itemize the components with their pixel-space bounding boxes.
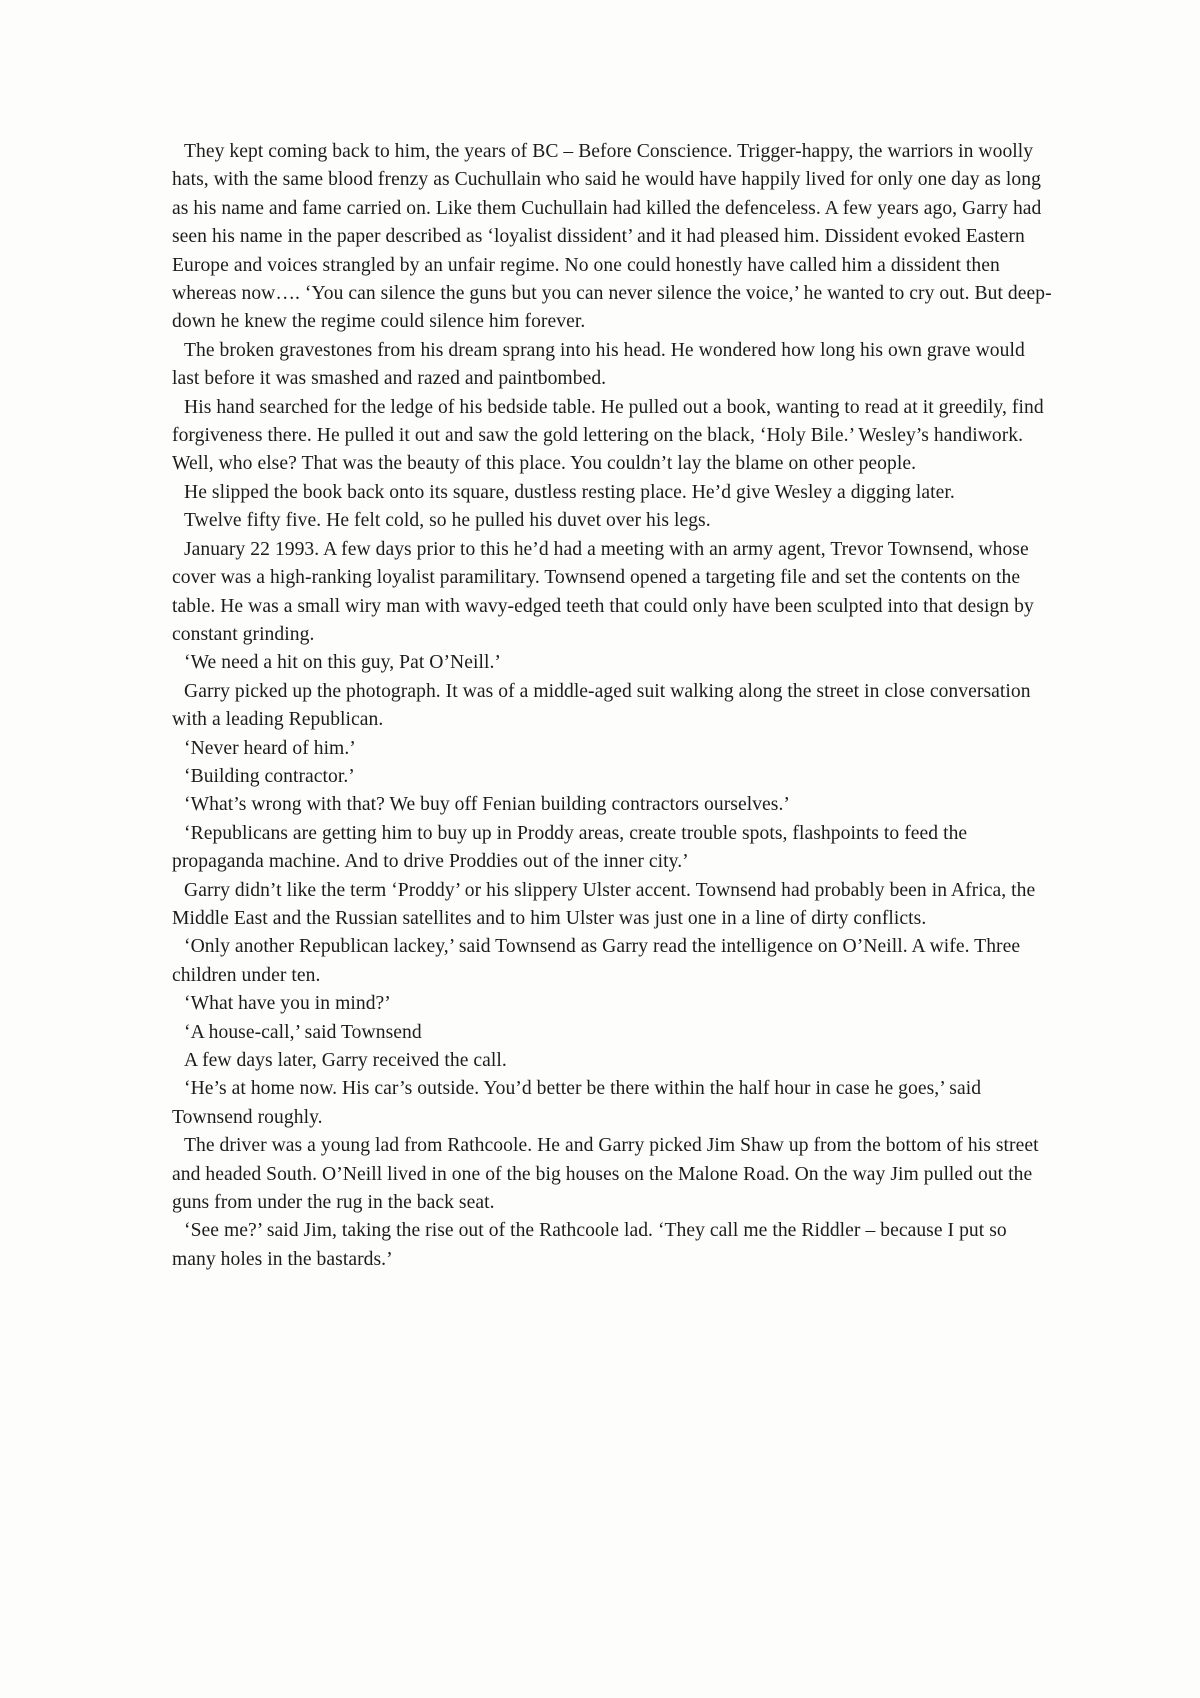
body-text [172, 138, 1052, 1274]
paragraph-17: A few days later, Garry received the call. [184, 1050, 507, 1071]
paragraph-5: Twelve fifty five. He felt cold, so he pulled his duvet over his legs. [184, 510, 711, 532]
paragraph-8: Garry picked up the photograph. It was of a middle-aged suit walking along the street in close conversation with a leading Republican. [172, 680, 1031, 731]
paragraph-2: The broken gravestones from his dream sprang into his head. He wondered how long his own grave would last before it was smashed and razed and paintbombed. [172, 339, 1025, 390]
paragraph-15: ‘What have you in mind?’ [184, 993, 391, 1015]
paragraph-10: ‘Building contractor.’ [184, 765, 355, 787]
paragraph-18: ‘He’s at home now. His car’s outside. You’d better be there within the half hour in case he goes,’ said Townsend roughly. [172, 1078, 982, 1128]
paragraph-13: Garry didn’t like the term ‘Proddy’ or his slippery Ulster accent. Townsend had probably been in Africa, the Middle East and the Russian satellites and to him Ulster was just one in a line of dirty conflicts. [172, 879, 1036, 929]
paragraph-3: His hand searched for the ledge of his bedside table. He pulled out a book, wanting to read at it greedily, find forgiveness there. He pulled it out and saw the gold lettering on the black, ‘Holy Bile.’ Wesley’s handiwork. Well, who else? That was the beauty of this place. You couldn’t lay the blame on other people. [172, 396, 1044, 475]
paragraph-6: January 22 1993. A few days prior to this he’d had a meeting with an army agent, Trevor Townsend, whose cover was a high-ranking loyalist paramilitary. Townsend opened a targeting file and set the contents on the table. He was a small wiry man with wavy-edged teeth that could only have been sculpted into that design by constant grinding. [172, 538, 1034, 645]
paragraph-12: ‘Republicans are getting him to buy up in Proddy areas, create trouble spots, flashpoints to feed the propaganda machine. And to drive Proddies out of the inner city.’ [172, 822, 968, 873]
paragraph-7: ‘We need a hit on this guy, Pat O’Neill.’ [184, 652, 501, 674]
paragraph-14: ‘Only another Republican lackey,’ said Townsend as Garry read the intelligence on O’Neill. A wife. Three children under ten. [172, 936, 1021, 986]
paragraph-9: ‘Never heard of him.’ [184, 737, 356, 759]
paragraph-11: ‘What’s wrong with that? We buy off Fenian building contractors ourselves.’ [184, 794, 790, 816]
paragraph-4: He slipped the book back onto its square, dustless resting place. He’d give Wesley a digging later. [184, 481, 955, 503]
paragraph-16: ‘A house-call,’ said Townsend [184, 1021, 422, 1043]
paragraph-1: They kept coming back to him, the years of BC – Before Conscience. Trigger-happy, the warriors in woolly hats, with the same blood frenzy as Cuchullain who said he would have happily lived for only one day as long as his name and fame carried on. Like them Cuchullain had killed the defenceless. A few years ago, Garry had seen his name in the paper described as ‘loyalist dissident’ and it had pleased him. Dissident evoked Eastern Europe and voices strangled by an unfair regime. No one could honestly have called him a dissident then whereas now…. ‘You can silence the guns but you can never silence the voice,’ he wanted to cry out. But deep-down he knew the regime could silence him forever. [172, 141, 1052, 333]
paragraph-19: The driver was a young lad from Rathcoole. He and Garry picked Jim Shaw up from the bottom of his street and headed South. O’Neill lived in one of the big houses on the Malone Road. On the way Jim pulled out the guns from under the rug in the back seat. [172, 1135, 1039, 1214]
paragraph-20: ‘See me?’ said Jim, taking the rise out of the Rathcoole lad. ‘They call me the Riddler – because I put so many holes in the bastards.’ [172, 1220, 1007, 1270]
